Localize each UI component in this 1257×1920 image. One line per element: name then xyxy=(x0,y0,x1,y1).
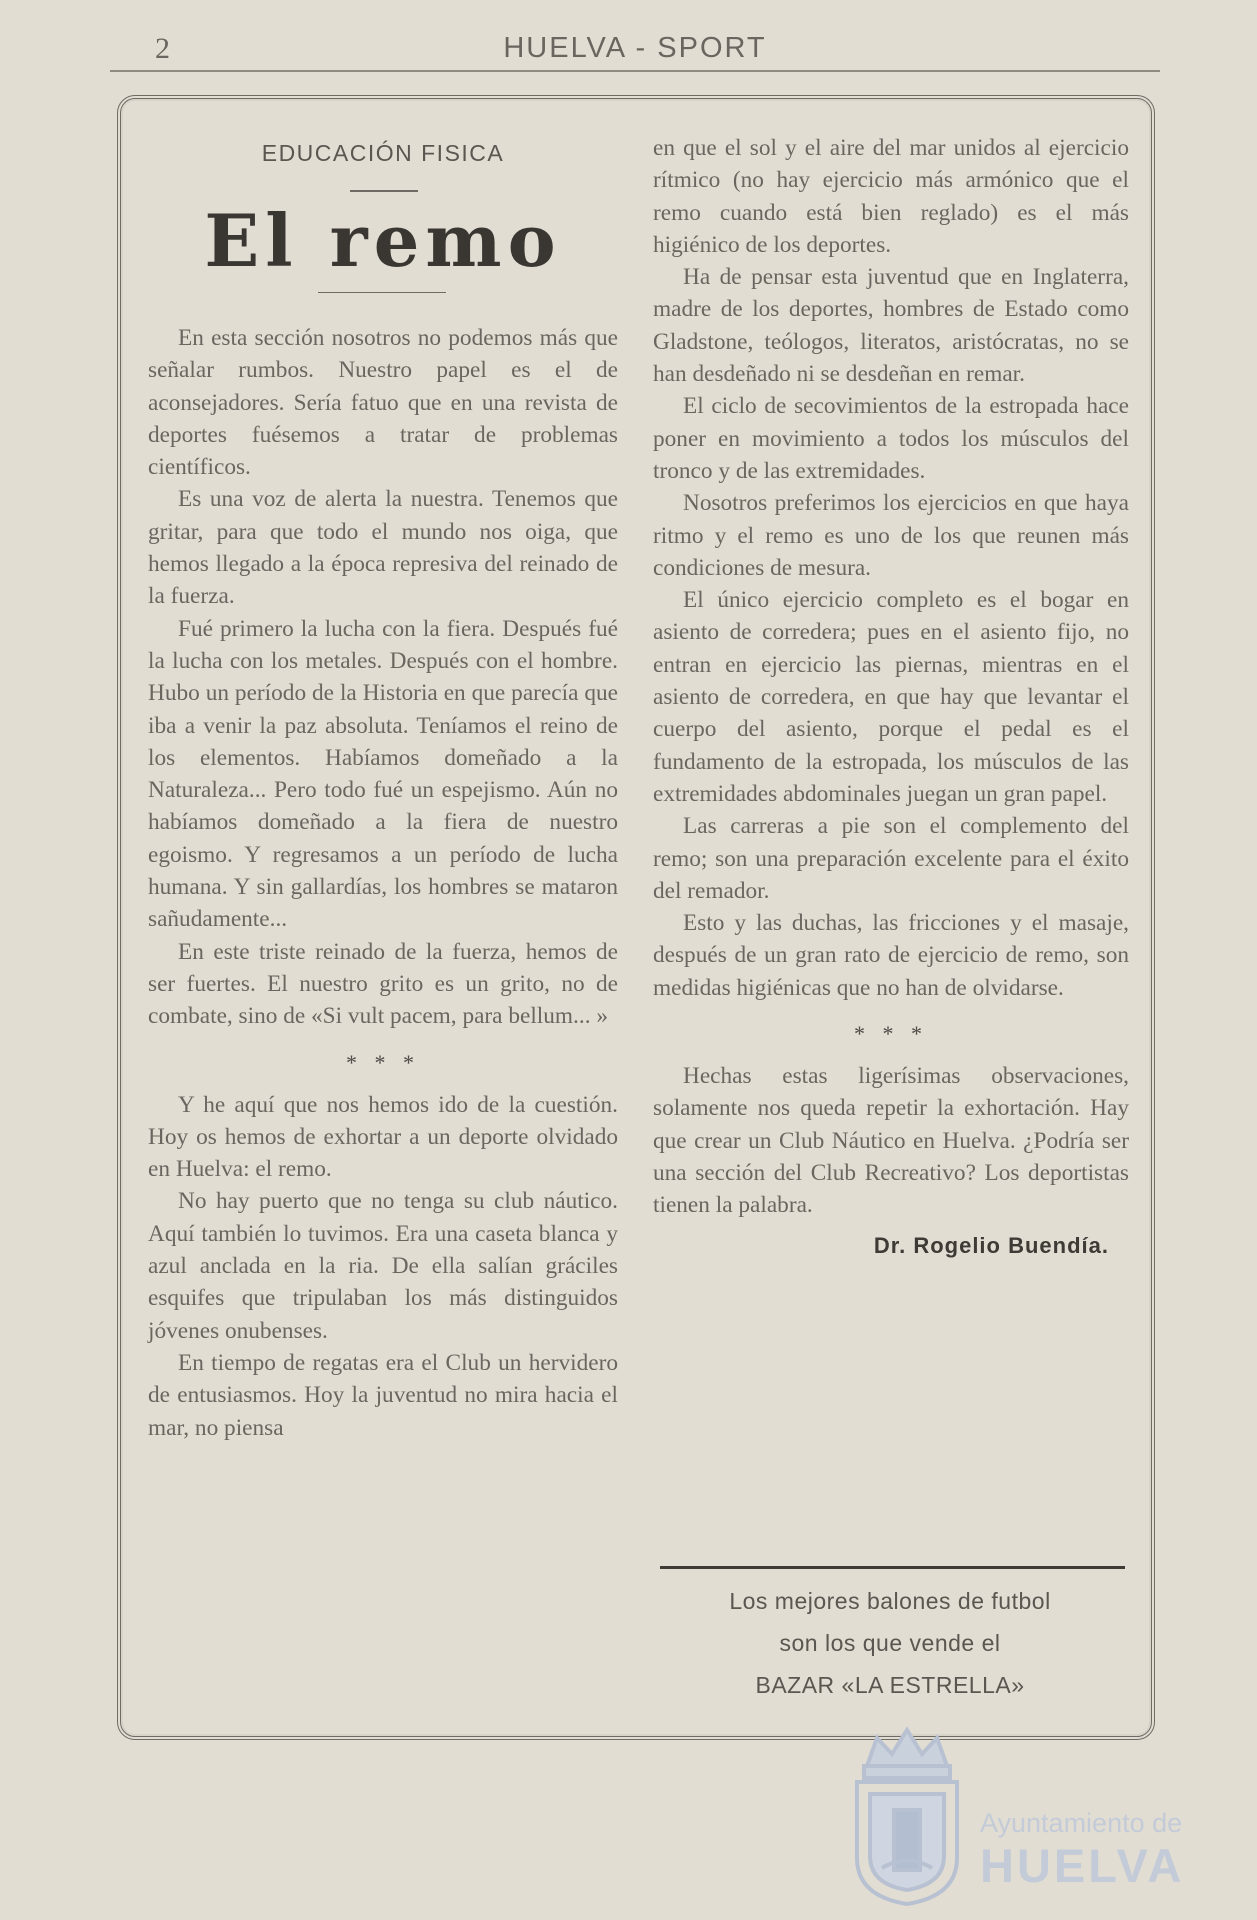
ad-line: Los mejores balones de futbol xyxy=(729,1588,1051,1614)
paragraph: Fué primero la lucha con la fiera. Después fué la lucha con los metales. Después con el hombre. Hubo un período de la Historia en que parecía que iba a venir la paz absoluta. Teníamos el reino de los elementos. Habíamos domeñado a la Naturaleza... Pero todo fué un espejismo. Aún no habíamos domeñado a la fiera de nuestro egoismo. Y regresamos a un período de lucha humana. Y sin gallardías, los hombres se mataron sañudamente... xyxy=(148,615,618,933)
paragraph: Nosotros preferimos los ejercicios en que haya ritmo y el remo es uno de los que reunen más condiciones de mesura. xyxy=(653,490,1129,581)
paragraph: En esta sección nosotros no podemos más que señalar rumbos. Nuestro papel es el de aconsejadores. Sería fatuo que en una revista de deportes fuésemos a tratar de problemas científicos. xyxy=(148,325,618,481)
paragraph: Hechas estas ligerísimas observaciones, solamente nos queda repetir la exhortación. Hay que crear un Club Náutico en Huelva. ¿Podría ser una sección del Club Recreativo? Los deportistas tienen la palabra. xyxy=(653,1063,1129,1219)
ad-line: BAZAR «LA ESTRELLA» xyxy=(755,1672,1025,1698)
huelva-coat-of-arms-icon xyxy=(842,1718,972,1908)
paragraph: En este triste reinado de la fuerza, hemos de ser fuertes. El nuestro grito es un grito, no de combate, sino de «Si vult pacem, para bellum... » xyxy=(148,938,618,1030)
watermark-line-2: HUELVA xyxy=(980,1839,1185,1892)
left-column xyxy=(148,322,618,1444)
paragraph: No hay puerto que no tenga su club náutico. Aquí también lo tuvimos. Era una caseta blanca y azul anclada en la ria. De ella salían gráciles esquifes que tripulaban los más distinguidos jóvenes onubenses. xyxy=(148,1188,618,1344)
paragraph: El único ejercicio completo es el bogar en asiento de corredera; pues en el asiento fijo, no entran en ejercicio las piernas, mientras en el asiento de corredera, en que hay que levantar el cuerpo del asiento, porque el pedal es el fundamento de la estropada, los músculos de las extremidades abdominales juegan un gran papel. xyxy=(653,587,1129,807)
page-number: 2 xyxy=(155,32,170,65)
paragraph: Esto y las duchas, las fricciones y el masaje, después de un gran rato de ejercicio de remo, son medidas higiénicas que no han de olvidarse. xyxy=(653,910,1129,1001)
section-label: EDUCACIÓN FISICA xyxy=(261,140,505,166)
running-title: HUELVA - SPORT xyxy=(503,32,767,64)
paragraph: Ha de pensar esta juventud que en Inglaterra, madre de los deportes, hombres de Estado como Gladstone, teólogos, literatos, aristócratas, no se han desdeñado ni se desdeñan en remar. xyxy=(653,264,1129,388)
paragraph: En tiempo de regatas era el Club un hervidero de entusiasmos. Hoy la juventud no mira hacia el mar, no piensa xyxy=(148,1349,618,1441)
paragraph: en que el sol y el aire del mar unidos al ejercicio rítmico (no hay ejercicio más armónico que el remo cuando está bien reglado) es el más higiénico de los deportes. xyxy=(653,135,1129,258)
advertisement-rule xyxy=(660,1566,1125,1569)
title-rule-bottom xyxy=(318,292,446,293)
watermark-line-1: Ayuntamiento de xyxy=(980,1808,1183,1838)
advertisement xyxy=(650,1580,1130,1706)
section-separator: * * * xyxy=(854,1021,928,1047)
paragraph: Es una voz de alerta la nuestra. Tenemos que gritar, para que todo el mundo nos oiga, que hemos llegado a la época represiva del reinado de la fuerza. xyxy=(148,486,618,610)
right-column xyxy=(653,132,1129,1262)
paragraph: Las carreras a pie son el complemento del remo; son una preparación excelente para el éxito del remador. xyxy=(653,813,1129,904)
header-rule xyxy=(110,70,1160,72)
article-title: El remo xyxy=(204,198,562,283)
ad-line: son los que vende el xyxy=(779,1630,1001,1656)
paragraph: Y he aquí que nos hemos ido de la cuestión. Hoy os hemos de exhortar a un deporte olvidado en Huelva: el remo. xyxy=(148,1091,618,1183)
paragraph: El ciclo de secovimientos de la estropada hace poner en movimiento a todos los músculos del tronco y de las extremidades. xyxy=(653,393,1129,484)
page-header xyxy=(110,32,1160,72)
author-signature: Dr. Rogelio Buendía. xyxy=(873,1232,1109,1258)
title-rule-top xyxy=(350,190,418,192)
section-separator: * * * xyxy=(346,1049,420,1075)
